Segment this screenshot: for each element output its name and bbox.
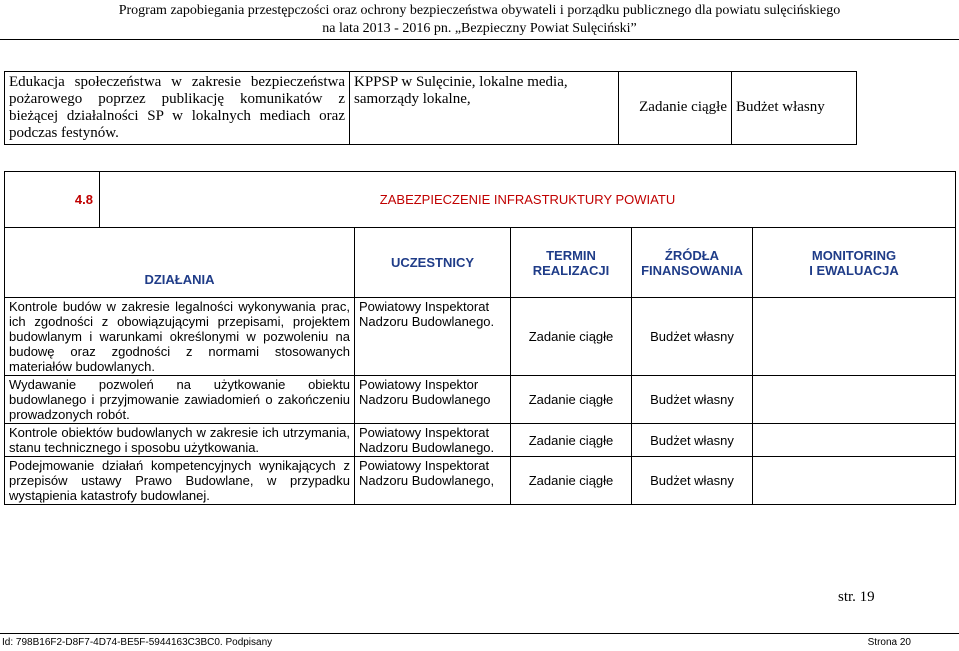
row-monitoring — [753, 298, 956, 376]
table-row — [5, 376, 956, 424]
footer-page-number: Strona 20 — [867, 637, 911, 648]
footer-rule — [0, 633, 959, 634]
row-term: Zadanie ciągłe — [511, 424, 632, 457]
row-participants: Powiatowy Inspektorat Nadzoru Budowlanego. — [355, 298, 511, 376]
term-cell: Zadanie ciągłe — [619, 72, 732, 145]
section-number: 4.8 — [5, 172, 100, 228]
row-participants: Powiatowy Inspektor Nadzoru Budowlanego — [355, 376, 511, 424]
section-table — [4, 171, 956, 505]
document-header-line2: na lata 2013 - 2016 pn. „Bezpieczny Powiat Sulęciński” — [322, 21, 637, 36]
row-participants: Powiatowy Inspektorat Nadzoru Budowlanego. — [355, 424, 511, 457]
table-row — [5, 72, 857, 145]
table-row — [5, 457, 956, 505]
top-row-table — [4, 71, 857, 145]
column-header-monitoring: MONITORING I EWALUACJA — [753, 228, 956, 298]
column-header-row — [5, 228, 956, 298]
row-action: Wydawanie pozwoleń na użytkowanie obiektu budowlanego i przyjmowanie zawiadomień o zakończeniu prowadzonych robót. — [5, 376, 355, 424]
section-header-row — [5, 172, 956, 228]
row-action: Kontrole budów w zakresie legalności wykonywania prac, ich zgodności z obowiązującymi przepisami, projektem budowlanym i warunkami określonymi w pozwoleniu na budowę oraz zgodności z normami stosowanych materiałów budowlanych. — [5, 298, 355, 376]
column-header-actions: DZIAŁANIA — [5, 228, 355, 298]
row-participants: Powiatowy Inspektorat Nadzoru Budowlanego, — [355, 457, 511, 505]
table-row — [5, 298, 956, 376]
participants-cell: KPPSP w Sulęcinie, lokalne media, samorządy lokalne, — [350, 72, 619, 145]
row-monitoring — [753, 457, 956, 505]
row-source: Budżet własny — [632, 298, 753, 376]
row-term: Zadanie ciągłe — [511, 298, 632, 376]
row-monitoring — [753, 424, 956, 457]
footer-document-id: Id: 798B16F2-D8F7-4D74-BE5F-5944163C3BC0. Podpisany — [2, 637, 273, 648]
column-header-term: TERMIN REALIZACJI — [511, 228, 632, 298]
action-cell: Edukacja społeczeństwa w zakresie bezpieczeństwa pożarowego poprzez publikację komunikatów z bieżącej działalności SP w lokalnych mediach oraz podczas festynów. — [5, 72, 350, 145]
row-source: Budżet własny — [632, 376, 753, 424]
section-title: ZABEZPIECZENIE INFRASTRUKTURY POWIATU — [100, 172, 956, 228]
row-monitoring — [753, 376, 956, 424]
row-source: Budżet własny — [632, 424, 753, 457]
row-action: Podejmowanie działań kompetencyjnych wynikających z przepisów ustawy Prawo Budowlane, w przypadku wystąpienia katastrofy budowlanej. — [5, 457, 355, 505]
column-header-participants: UCZESTNICY — [355, 228, 511, 298]
document-header-line1: Program zapobiegania przestępczości oraz ochrony bezpieczeństwa obywateli i porządku publicznego dla powiatu sulęcińskiego — [118, 3, 841, 18]
source-cell: Budżet własny — [732, 72, 857, 145]
row-term: Zadanie ciągłe — [511, 457, 632, 505]
header-rule — [0, 39, 959, 40]
row-action: Kontrole obiektów budowlanych w zakresie ich utrzymania, stanu technicznego i sposobu użytkowania. — [5, 424, 355, 457]
column-header-source: ŹRÓDŁA FINANSOWANIA — [632, 228, 753, 298]
row-term: Zadanie ciągłe — [511, 376, 632, 424]
row-source: Budżet własny — [632, 457, 753, 505]
table-row — [5, 424, 956, 457]
page-number-label: str. 19 — [838, 589, 875, 605]
